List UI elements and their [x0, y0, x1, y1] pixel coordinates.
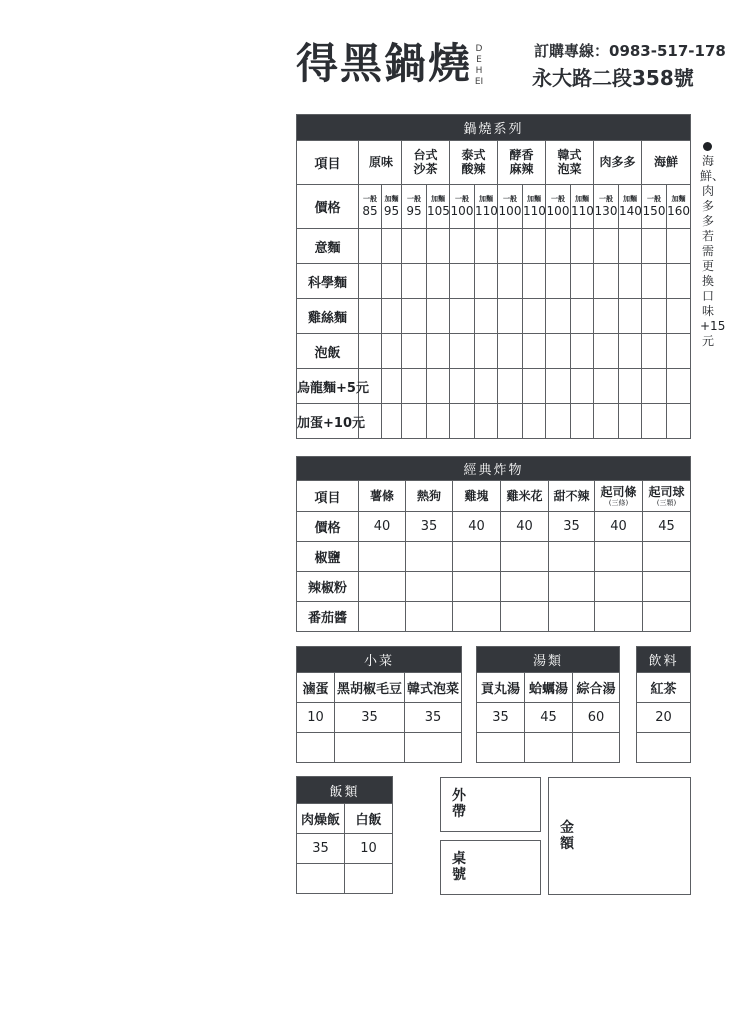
order-cell[interactable]: [453, 602, 501, 632]
noodle-label: 意麵: [297, 229, 359, 264]
order-cell[interactable]: [427, 264, 450, 299]
order-cell[interactable]: [546, 404, 571, 439]
fried-price: 35: [406, 512, 453, 542]
price-type-label: 加麵: [527, 195, 541, 203]
fried-price-row: [297, 512, 691, 542]
order-cell[interactable]: [427, 369, 450, 404]
order-cell[interactable]: [549, 542, 595, 572]
order-cell[interactable]: [475, 334, 498, 369]
drinks-name-row: [637, 673, 691, 703]
order-cell[interactable]: [667, 334, 691, 369]
order-cell[interactable]: [427, 404, 450, 439]
order-cell[interactable]: [642, 369, 667, 404]
order-cell[interactable]: [594, 404, 619, 439]
takeout-box[interactable]: [440, 777, 541, 832]
flavor-name: 海鮮: [654, 155, 679, 169]
order-cell[interactable]: [402, 404, 427, 439]
order-cell[interactable]: [619, 264, 642, 299]
sides-blank-row: [297, 733, 462, 763]
soups-item-price: 35: [477, 703, 525, 733]
fried-name: 雞塊: [464, 489, 489, 503]
price-cell-extra: [619, 185, 642, 229]
flavor-name: 原味: [368, 155, 393, 169]
order-cell[interactable]: [450, 404, 475, 439]
noodle-label: 科學麵: [297, 264, 359, 299]
drinks-price-row: [637, 703, 691, 733]
order-cell[interactable]: [642, 229, 667, 264]
drinks-item-name: 紅茶: [637, 673, 691, 703]
seasoning-label: 椒鹽: [297, 542, 359, 572]
noodle-label: 加蛋+10元: [297, 404, 359, 439]
order-cell[interactable]: [382, 299, 402, 334]
flavor-header: [642, 141, 691, 185]
order-cell[interactable]: [501, 542, 549, 572]
order-cell[interactable]: [642, 264, 667, 299]
price-value: 95: [383, 204, 400, 218]
price-type-label: 一般: [599, 195, 613, 203]
price-value: 110: [475, 204, 498, 218]
price-type-label: 加麵: [384, 195, 399, 203]
price-type-label: 一般: [455, 195, 469, 203]
price-value: 150: [642, 204, 666, 218]
order-cell[interactable]: [594, 264, 619, 299]
soups-title: 湯類: [477, 647, 620, 673]
order-cell[interactable]: [450, 334, 475, 369]
order-cell[interactable]: [667, 369, 691, 404]
flavor-header: [594, 141, 642, 185]
order-cell[interactable]: [498, 299, 523, 334]
order-cell[interactable]: [642, 334, 667, 369]
drinks-table: [636, 646, 691, 763]
price-cell-extra: [523, 185, 546, 229]
order-cell[interactable]: [619, 404, 642, 439]
rice-item-price: 10: [345, 834, 393, 864]
order-cell[interactable]: [402, 264, 427, 299]
order-cell[interactable]: [619, 334, 642, 369]
fried-price: 35: [549, 512, 595, 542]
order-cell[interactable]: [571, 264, 594, 299]
price-cell-normal: [594, 185, 619, 229]
noodle-label: 雞絲麵: [297, 299, 359, 334]
price-value: 95: [406, 204, 422, 218]
order-cell[interactable]: [498, 369, 523, 404]
order-cell[interactable]: [643, 602, 691, 632]
order-cell[interactable]: [450, 264, 475, 299]
order-cell[interactable]: [549, 572, 595, 602]
order-cell[interactable]: [619, 369, 642, 404]
fried-item-name: [359, 481, 406, 512]
sides-item-name: 滷蛋: [297, 673, 335, 703]
hotpot-table: [296, 114, 691, 439]
seasoning-row: [297, 602, 691, 632]
fried-price: 40: [359, 512, 406, 542]
order-cell[interactable]: [523, 334, 546, 369]
order-cell[interactable]: [571, 299, 594, 334]
fried-title: 經典炸物: [297, 457, 691, 481]
soups-item-name: 綜合湯: [573, 673, 620, 703]
fried-note: (三條): [608, 498, 629, 507]
table-number-box[interactable]: [440, 840, 541, 895]
soups-price-row: [477, 703, 620, 733]
price-cell-normal: [642, 185, 667, 229]
price-cell-extra: [427, 185, 450, 229]
order-cell[interactable]: [359, 334, 382, 369]
noodle-row: [297, 229, 691, 264]
order-cell[interactable]: [450, 299, 475, 334]
order-cell[interactable]: [359, 264, 382, 299]
amount-label: 金額: [560, 820, 574, 852]
price-label: 價格: [297, 185, 359, 229]
noodle-row: [297, 369, 691, 404]
order-cell[interactable]: [498, 404, 523, 439]
bullet-icon: [703, 142, 712, 151]
noodle-label: 烏龍麵+5元: [297, 369, 359, 404]
hotpot-price-row: [297, 185, 691, 229]
order-cell[interactable]: [595, 602, 643, 632]
flavor-name: 肉多多: [599, 155, 636, 169]
rice-item-price: 35: [297, 834, 345, 864]
order-cell[interactable]: [571, 369, 594, 404]
order-cell[interactable]: [427, 229, 450, 264]
soups-item-price: 45: [525, 703, 573, 733]
order-cell[interactable]: [571, 229, 594, 264]
price-type-label: 一般: [503, 195, 517, 203]
drinks-blank-row: [637, 733, 691, 763]
order-cell[interactable]: [571, 334, 594, 369]
order-cell[interactable]: [475, 229, 498, 264]
order-cell[interactable]: [523, 369, 546, 404]
rice-table: [296, 776, 393, 894]
flavor-header: [546, 141, 594, 185]
fried-name: 甜不辣: [553, 489, 590, 503]
price-cell-normal: [546, 185, 571, 229]
order-cell[interactable]: [359, 572, 406, 602]
order-cell[interactable]: [475, 264, 498, 299]
order-cell[interactable]: [667, 229, 691, 264]
order-cell[interactable]: [594, 299, 619, 334]
fried-price: 40: [595, 512, 643, 542]
order-cell[interactable]: [382, 404, 402, 439]
order-cell[interactable]: [546, 264, 571, 299]
drinks-title: 飲料: [637, 647, 691, 673]
fried-item-name: [501, 481, 549, 512]
order-cell[interactable]: [406, 542, 453, 572]
fried-price: 45: [643, 512, 691, 542]
soups-item-price: 60: [573, 703, 620, 733]
price-label: 價格: [297, 512, 359, 542]
soups-blank-row: [477, 733, 620, 763]
order-cell[interactable]: [523, 299, 546, 334]
price-value: 130: [594, 204, 618, 218]
order-cell[interactable]: [595, 542, 643, 572]
amount-box[interactable]: [548, 777, 691, 895]
soups-item-name: 蛤蠣湯: [525, 673, 573, 703]
order-cell[interactable]: [595, 572, 643, 602]
sides-item-price: 10: [297, 703, 335, 733]
hotpot-title: 鍋燒系列: [297, 115, 691, 141]
fried-item-name: [549, 481, 595, 512]
sides-item-name: 黑胡椒毛豆: [335, 673, 405, 703]
price-value: 160: [667, 204, 690, 218]
order-cell[interactable]: [594, 229, 619, 264]
order-cell[interactable]: [402, 369, 427, 404]
soups-name-row: [477, 673, 620, 703]
order-cell[interactable]: [667, 264, 691, 299]
order-cell[interactable]: [427, 334, 450, 369]
order-cell[interactable]: [475, 369, 498, 404]
price-value: 110: [523, 204, 546, 218]
fried-price: 40: [453, 512, 501, 542]
order-cell[interactable]: [501, 602, 549, 632]
order-cell[interactable]: [406, 572, 453, 602]
flavor-header: [498, 141, 546, 185]
fried-note: (三顆): [656, 498, 677, 507]
price-value: 105: [427, 204, 450, 218]
fried-table: [296, 456, 691, 632]
rice-item-name: 白飯: [345, 804, 393, 834]
order-cell[interactable]: [594, 369, 619, 404]
rice-price-row: [297, 834, 393, 864]
order-cell[interactable]: [523, 229, 546, 264]
side-note: 海鮮、肉多多若需更換口味+15元: [700, 154, 726, 348]
order-cell[interactable]: [402, 299, 427, 334]
drinks-item-price: 20: [637, 703, 691, 733]
order-cell[interactable]: [450, 369, 475, 404]
price-cell-normal: [498, 185, 523, 229]
takeout-label: 外帶: [452, 788, 466, 820]
order-cell[interactable]: [619, 229, 642, 264]
order-cell[interactable]: [475, 404, 498, 439]
rice-name-row: [297, 804, 393, 834]
flavor-header: [402, 141, 450, 185]
price-type-label: 加麵: [575, 195, 589, 203]
order-cell[interactable]: [546, 229, 571, 264]
price-value: 100: [498, 204, 522, 218]
sides-item-price: 35: [405, 703, 462, 733]
flavor-header: [359, 141, 402, 185]
order-cell[interactable]: [501, 572, 549, 602]
item-label: 項目: [297, 141, 359, 185]
fried-item-name: [406, 481, 453, 512]
sides-price-row: [297, 703, 462, 733]
sides-title: 小菜: [297, 647, 462, 673]
fried-name: 雞米花: [506, 489, 543, 503]
order-cell[interactable]: [453, 572, 501, 602]
order-cell[interactable]: [475, 299, 498, 334]
sides-name-row: [297, 673, 462, 703]
fried-item-name: [595, 481, 643, 512]
seasoning-row: [297, 572, 691, 602]
order-cell[interactable]: [546, 334, 571, 369]
order-cell[interactable]: [667, 404, 691, 439]
fried-item-name: [453, 481, 501, 512]
rice-item-name: 肉燥飯: [297, 804, 345, 834]
price-cell-extra: [475, 185, 498, 229]
price-type-label: 一般: [551, 195, 565, 203]
address: 永大路二段358號: [532, 66, 694, 90]
soups-item-name: 貢丸湯: [477, 673, 525, 703]
order-cell[interactable]: [523, 404, 546, 439]
price-cell-extra: [382, 185, 402, 229]
order-cell[interactable]: [643, 542, 691, 572]
noodle-row: [297, 264, 691, 299]
fried-name-row: [297, 481, 691, 512]
order-cell[interactable]: [498, 264, 523, 299]
order-cell[interactable]: [382, 369, 402, 404]
order-cell[interactable]: [382, 229, 402, 264]
price-value: 140: [619, 204, 642, 218]
item-label: 項目: [297, 481, 359, 512]
fried-name: 熱狗: [416, 489, 441, 503]
order-cell[interactable]: [523, 264, 546, 299]
order-cell[interactable]: [642, 404, 667, 439]
flavor-name: 泰式酸辣: [461, 148, 486, 176]
order-cell[interactable]: [643, 572, 691, 602]
price-type-label: 加麵: [431, 195, 445, 203]
order-cell[interactable]: [642, 299, 667, 334]
brand-english: DEHEI: [474, 44, 484, 87]
order-cell[interactable]: [498, 334, 523, 369]
rice-blank-row: [297, 864, 393, 894]
flavor-name: 台式沙茶: [413, 148, 438, 176]
soups-table: [476, 646, 620, 763]
seasoning-row: [297, 542, 691, 572]
price-type-label: 加麵: [671, 195, 686, 203]
flavor-name: 韓式泡菜: [557, 148, 582, 176]
price-value: 100: [546, 204, 570, 218]
order-cell[interactable]: [402, 334, 427, 369]
noodle-row: [297, 404, 691, 439]
price-cell-normal: [402, 185, 427, 229]
contact-phone: 訂購專線：0983-517-178: [534, 42, 726, 60]
price-value: 85: [362, 204, 378, 218]
fried-name: 起司條: [600, 484, 637, 499]
fried-name: 起司球: [648, 484, 685, 499]
price-cell-normal: [359, 185, 382, 229]
order-cell[interactable]: [667, 299, 691, 334]
order-cell[interactable]: [498, 229, 523, 264]
fried-price: 40: [501, 512, 549, 542]
order-cell[interactable]: [359, 299, 382, 334]
seasoning-label: 辣椒粉: [297, 572, 359, 602]
flavor-name: 酵香麻辣: [509, 148, 534, 176]
order-cell[interactable]: [359, 602, 406, 632]
hotpot-flavor-row: [297, 141, 691, 185]
price-type-label: 加麵: [623, 195, 637, 203]
order-cell[interactable]: [546, 369, 571, 404]
sides-table: [296, 646, 462, 763]
price-type-label: 一般: [647, 195, 661, 203]
order-cell[interactable]: [571, 404, 594, 439]
table-number-label: 桌號: [452, 851, 466, 883]
order-cell[interactable]: [450, 229, 475, 264]
price-cell-extra: [571, 185, 594, 229]
order-cell[interactable]: [453, 542, 501, 572]
noodle-row: [297, 299, 691, 334]
price-cell-extra: [667, 185, 691, 229]
order-cell[interactable]: [402, 229, 427, 264]
flavor-header: [450, 141, 498, 185]
seasoning-label: 番茄醬: [297, 602, 359, 632]
price-type-label: 一般: [407, 195, 421, 203]
store-name: 得黑鍋燒: [296, 39, 473, 88]
order-cell[interactable]: [382, 264, 402, 299]
order-cell[interactable]: [382, 334, 402, 369]
order-cell[interactable]: [406, 602, 453, 632]
sides-item-name: 韓式泡菜: [405, 673, 462, 703]
order-cell[interactable]: [359, 229, 382, 264]
fried-item-name: [643, 481, 691, 512]
order-cell[interactable]: [546, 299, 571, 334]
price-type-label: 一般: [363, 195, 377, 203]
order-cell[interactable]: [619, 299, 642, 334]
price-cell-normal: [450, 185, 475, 229]
sides-item-price: 35: [335, 703, 405, 733]
price-value: 100: [450, 204, 474, 218]
noodle-row: [297, 334, 691, 369]
order-cell[interactable]: [594, 334, 619, 369]
order-cell[interactable]: [359, 542, 406, 572]
order-cell[interactable]: [427, 299, 450, 334]
price-type-label: 加麵: [479, 195, 493, 203]
price-value: 110: [571, 204, 594, 218]
noodle-label: 泡飯: [297, 334, 359, 369]
order-cell[interactable]: [549, 602, 595, 632]
fried-name: 薯條: [369, 489, 394, 503]
rice-title: 飯類: [297, 777, 393, 804]
